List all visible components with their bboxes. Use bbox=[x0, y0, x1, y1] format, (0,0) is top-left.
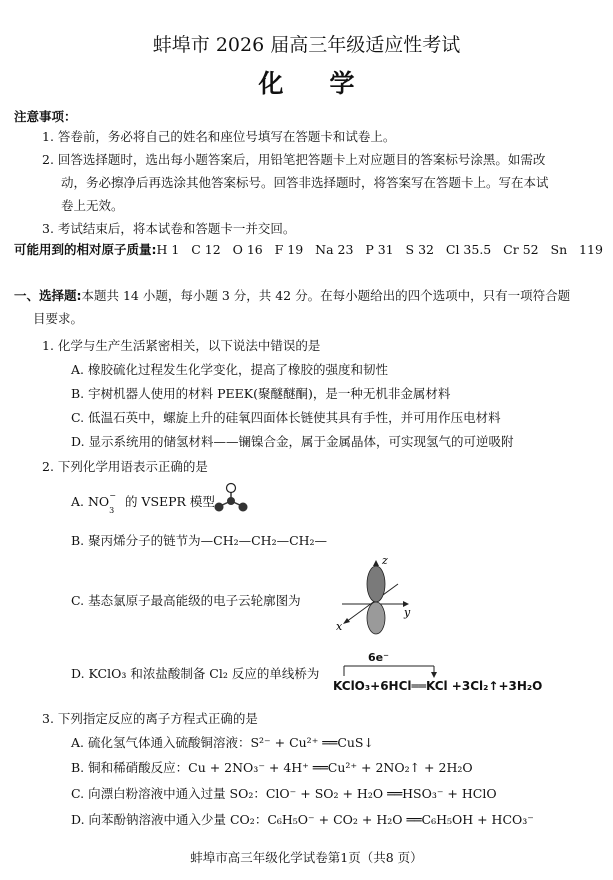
single-bridge-arrow bbox=[334, 663, 444, 679]
q1-option-d: D. 显示系统用的储氢材料——镧镍合金，属于金属晶体，可实现氢气的可逆吸附 bbox=[71, 434, 514, 449]
q1-option-b: B. 宇树机器人使用的材料 PEEK(聚醚醚酮)，是一种无机非金属材料 bbox=[71, 386, 451, 401]
notice-item-1: 1. 答卷前，务必将自己的姓名和座位号填写在答题卡和试卷上。 bbox=[42, 129, 396, 144]
q3-option-c: C. 向漂白粉溶液中通入过量 SO₂：ClO⁻ + SO₂ + H₂O ══HSO₃⁻ + HClO bbox=[71, 786, 497, 801]
atomic-masses-label: 可能用到的相对原子质量: bbox=[14, 242, 157, 257]
q2-stem: 2. 下列化学用语表示正确的是 bbox=[42, 459, 208, 474]
q1-stem: 1. 化学与生产生活紧密相关，以下说法中错误的是 bbox=[42, 338, 321, 353]
electron-transfer-label: 6e⁻ bbox=[368, 651, 389, 664]
vsepr-model-image bbox=[212, 482, 250, 516]
exam-title: 蚌埠市 2026 届高三年级适应性考试 bbox=[152, 34, 461, 56]
q3-option-d: D. 向苯酚钠溶液中通入少量 CO₂：C₆H₅O⁻ + CO₂ + H₂O ══C₆H₅OH + HCO₃⁻ bbox=[71, 812, 534, 827]
notice-item-2: 2. 回答选择题时，选出每小题答案后，用铅笔把答题卡上对应题目的答案标号涂黑。如需改 bbox=[42, 152, 546, 167]
notice-heading: 注意事项： bbox=[14, 109, 77, 124]
notice-item-2-cont2: 卷上无效。 bbox=[61, 198, 124, 213]
q3-option-b: B. 铜和稀硝酸反应：Cu + 2NO₃⁻ + 4H⁺ ══Cu²⁺ + 2NO₂↑ + 2H₂O bbox=[71, 760, 473, 775]
subject-title: 化学 bbox=[258, 69, 401, 98]
p-orbital-diagram bbox=[332, 554, 412, 636]
q3-stem: 3. 下列指定反应的离子方程式正确的是 bbox=[42, 711, 258, 726]
atomic-masses-values: H 1 C 12 O 16 F 19 Na 23 P 31 S 32 Cl 35.5 Cr 52 Sn 119 bbox=[156, 242, 603, 257]
axis-z-label: z bbox=[382, 554, 388, 567]
q1-option-c: C. 低温石英中，螺旋上升的硅氧四面体长链使其具有手性，并可用作压电材料 bbox=[71, 410, 501, 425]
atomic-masses bbox=[14, 240, 603, 258]
section1-label: 一、选择题: bbox=[14, 288, 82, 303]
q2-option-a: A. $NO_3^-$ 的 VSEPR 模型 bbox=[71, 490, 215, 515]
section1-instructions: 本题共 14 小题，每小题 3 分，共 42 分。在每小题给出的四个选项中，只有一项符合题 bbox=[81, 288, 571, 303]
q3-option-a: A. 硫化氢气体通入硫酸铜溶液：S²⁻ + Cu²⁺ ══CuS↓ bbox=[71, 735, 374, 750]
section1-instructions-cont: 目要求。 bbox=[33, 311, 84, 326]
notice-item-3: 3. 考试结束后，将本试卷和答题卡一并交回。 bbox=[42, 221, 296, 236]
bridge-equation: KClO₃+6HCl══KCl +3Cl₂↑+3H₂O bbox=[333, 679, 543, 693]
page-footer: 蚌埠市高三年级化学试卷第1页（共8 页） bbox=[190, 850, 423, 865]
q1-option-a: A. 橡胶硫化过程发生化学变化，提高了橡胶的强度和韧性 bbox=[71, 362, 388, 377]
notice-item-2-cont: 动，务必擦净后再选涂其他答案标号。回答非选择题时，将答案写在答题卡上。写在本试 bbox=[61, 175, 549, 190]
q2-option-d: D. KClO₃ 和浓盐酸制备 Cl₂ 反应的单线桥为 bbox=[71, 666, 320, 681]
q2-option-b: B. 聚丙烯分子的链节为—CH₂—CH₂—CH₂— bbox=[71, 533, 328, 548]
axis-y-label: y bbox=[404, 606, 411, 619]
axis-x-label: x bbox=[336, 620, 343, 633]
section1-header bbox=[14, 286, 570, 304]
q2-option-c: C. 基态氯原子最高能级的电子云轮廓图为 bbox=[71, 593, 301, 608]
